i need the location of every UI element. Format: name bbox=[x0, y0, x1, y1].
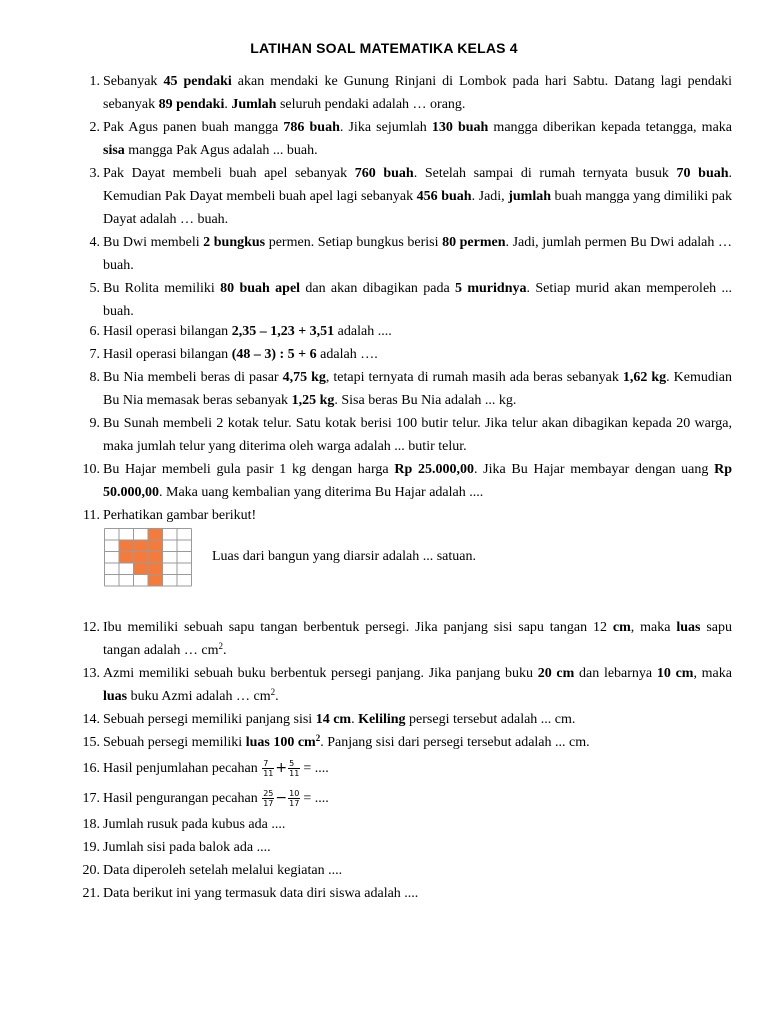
question-number: 1. bbox=[89, 74, 100, 89]
question-4 bbox=[70, 231, 732, 277]
text-run: buah mangga yang dimiliki pak Dayat adalah … buah. bbox=[103, 189, 733, 227]
question-number: 19. bbox=[82, 840, 100, 855]
text-run: permen. Setiap bungkus berisi bbox=[265, 235, 443, 250]
shaded-cell bbox=[148, 563, 163, 575]
text-run: . bbox=[275, 689, 279, 704]
shaded-cell bbox=[148, 575, 163, 587]
question-11 bbox=[70, 504, 732, 527]
text-run: Hasil operasi bilangan bbox=[103, 347, 232, 362]
text-run: persegi tersebut adalah ... cm. bbox=[405, 712, 576, 727]
fraction bbox=[288, 759, 300, 778]
question-1 bbox=[70, 70, 732, 116]
text-run: buku Azmi adalah … cm bbox=[127, 689, 271, 704]
equation-tail: = .... bbox=[303, 791, 329, 806]
text-run: seluruh pendaki adalah … orang. bbox=[276, 97, 466, 112]
text-run: . Jika sejumlah bbox=[339, 120, 432, 135]
text-run: Jumlah sisi pada balok ada .... bbox=[103, 840, 271, 855]
text-run: Data berikut ini yang termasuk data diri siswa adalah .... bbox=[103, 886, 419, 901]
text-run: Bu Nia membeli beras di pasar bbox=[103, 370, 283, 385]
page-title: LATIHAN SOAL MATEMATIKA KELAS 4 bbox=[250, 40, 518, 56]
question-text bbox=[103, 231, 732, 277]
shaded-cell bbox=[134, 540, 149, 552]
question-8 bbox=[70, 366, 732, 412]
text-run: . Setiap murid akan memperoleh ... buah. bbox=[103, 281, 732, 319]
question-number: 18. bbox=[82, 817, 100, 832]
question-number: 16. bbox=[82, 761, 100, 776]
text-run: mangga Pak Agus adalah ... buah. bbox=[124, 143, 318, 158]
bold-text: 786 buah bbox=[283, 120, 340, 135]
bold-text: luas bbox=[103, 689, 128, 704]
question-number: 11. bbox=[83, 508, 100, 523]
question-18 bbox=[70, 813, 732, 836]
text-run: . bbox=[351, 712, 359, 727]
text-run: , tetapi ternyata di rumah masih ada beras sebanyak bbox=[325, 370, 623, 385]
question-6 bbox=[70, 320, 732, 343]
fraction-numerator: 25 bbox=[263, 789, 274, 799]
text-run: Perhatikan gambar berikut! bbox=[103, 508, 257, 523]
question-text bbox=[103, 320, 732, 343]
question-text bbox=[103, 412, 732, 458]
question-text bbox=[103, 70, 732, 116]
bold-text: 80 permen bbox=[442, 235, 506, 250]
text-run: Hasil operasi bilangan bbox=[103, 324, 232, 339]
text-run: Bu Sunah membeli 2 kotak telur. Satu kotak berisi 100 butir telur. Jika telur akan dibagikan kepada 20 warga, maka jumlah telur yang diterima oleh warga adalah ... butir telur. bbox=[103, 416, 732, 454]
superscript: 2 bbox=[218, 641, 223, 651]
text-run: . Jika Bu Hajar membayar dengan uang bbox=[473, 462, 715, 477]
shaded-cell bbox=[148, 529, 163, 541]
bold-text: jumlah bbox=[508, 189, 552, 204]
bold-text: 2 bungkus bbox=[203, 235, 266, 250]
question-2 bbox=[70, 116, 732, 162]
text-run: Ibu memiliki sebuah sapu tangan berbentuk persegi. Jika panjang sisi sapu tangan 12 bbox=[103, 620, 613, 635]
fraction-numerator: 5 bbox=[288, 759, 300, 769]
question-text bbox=[103, 662, 732, 708]
question-text bbox=[103, 277, 732, 323]
text-run: Bu Hajar membeli gula pasir 1 kg dengan harga bbox=[103, 462, 395, 477]
bold-text: 760 buah bbox=[354, 166, 414, 181]
question-number: 4. bbox=[89, 235, 100, 250]
shaded-cell bbox=[134, 563, 149, 575]
bold-text: Keliling bbox=[358, 712, 406, 727]
text-run: Sebuah persegi memiliki panjang sisi bbox=[103, 712, 316, 727]
question-number: 7. bbox=[89, 347, 100, 362]
question-number: 13. bbox=[82, 666, 100, 681]
bold-text: 2,35 – 1,23 + 3,51 bbox=[231, 324, 335, 339]
math-operator: − bbox=[275, 790, 288, 806]
bold-text: 45 pendaki bbox=[163, 74, 232, 89]
question-number: 6. bbox=[89, 324, 100, 339]
question-number: 9. bbox=[89, 416, 100, 431]
fraction-denominator: 17 bbox=[289, 799, 300, 809]
question-10 bbox=[70, 458, 732, 504]
text-run: Jumlah rusuk pada kubus ada .... bbox=[103, 817, 286, 832]
shaded-cell bbox=[119, 552, 134, 564]
bold-text: 80 buah apel bbox=[220, 281, 301, 296]
question-19 bbox=[70, 836, 732, 859]
question-text bbox=[103, 757, 732, 780]
bold-text: luas bbox=[676, 620, 701, 635]
text-run: . Kemudian Pak Dayat membeli buah apel lagi sebanyak bbox=[103, 166, 733, 204]
bold-text: Rp 25.000,00 bbox=[394, 462, 474, 477]
question-number: 10. bbox=[82, 462, 100, 477]
bold-text: 14 cm bbox=[315, 712, 352, 727]
text-run: Data diperoleh setelah melalui kegiatan .... bbox=[103, 863, 343, 878]
question-number: 3. bbox=[89, 166, 100, 181]
text-run: mangga diberikan kepada tetangga, maka bbox=[488, 120, 732, 135]
shaded-grid-figure bbox=[104, 528, 192, 587]
question-number: 17. bbox=[82, 791, 100, 806]
question-number: 14. bbox=[82, 712, 100, 727]
bold-text: 10 cm bbox=[656, 666, 694, 681]
text-run: . bbox=[224, 97, 232, 112]
shaded-cell bbox=[134, 552, 149, 564]
bold-text: 1,25 kg bbox=[291, 393, 335, 408]
question-text bbox=[103, 162, 732, 231]
fraction-numerator: 10 bbox=[289, 789, 300, 799]
text-run: . bbox=[222, 643, 227, 658]
shaded-cell bbox=[148, 540, 163, 552]
text-run: dan akan dibagikan pada bbox=[300, 281, 456, 296]
question-9 bbox=[70, 412, 732, 458]
question-5 bbox=[70, 277, 732, 323]
text-run: adalah …. bbox=[316, 347, 378, 362]
text-run: dan lebarnya bbox=[574, 666, 657, 681]
question-21 bbox=[70, 882, 732, 905]
text-run: Sebuah persegi memiliki bbox=[103, 735, 246, 750]
question-text bbox=[103, 882, 732, 905]
question-13 bbox=[70, 662, 732, 708]
text-run: adalah .... bbox=[334, 324, 392, 339]
question-text bbox=[103, 787, 732, 810]
bold-text: 89 pendaki bbox=[158, 97, 225, 112]
question-text bbox=[103, 343, 732, 366]
question-text bbox=[103, 116, 732, 162]
text-run: , maka bbox=[693, 666, 732, 681]
question-number: 8. bbox=[89, 370, 100, 385]
math-operator: + bbox=[275, 760, 288, 776]
fraction-denominator: 17 bbox=[263, 799, 274, 809]
text-run: . Kemudian Bu Nia memasak beras sebanyak bbox=[103, 370, 732, 408]
question-3 bbox=[70, 162, 732, 231]
text-run: . Setelah sampai di rumah ternyata busuk bbox=[413, 166, 677, 181]
text-run: . Jadi, bbox=[471, 189, 509, 204]
text-run: . Sisa beras Bu Nia adalah ... kg. bbox=[334, 393, 517, 408]
shaded-cell bbox=[119, 540, 134, 552]
question-7 bbox=[70, 343, 732, 366]
bold-text: 4,75 kg bbox=[282, 370, 326, 385]
question-text bbox=[103, 458, 732, 504]
superscript: 2 bbox=[270, 687, 276, 697]
text-run: Azmi memiliki sebuah buku berbentuk persegi panjang. Jika panjang buku bbox=[103, 666, 538, 681]
question-number: 12. bbox=[82, 620, 100, 635]
question-text bbox=[103, 731, 732, 754]
question-text bbox=[103, 616, 732, 662]
fraction-denominator: 11 bbox=[289, 769, 300, 779]
text-run: Bu Rolita memiliki bbox=[103, 281, 221, 296]
text-run: . Jadi, jumlah permen Bu Dwi adalah … buah. bbox=[103, 235, 732, 273]
question-number: 2. bbox=[89, 120, 100, 135]
superscript: 2 bbox=[315, 733, 321, 743]
question-text bbox=[103, 504, 732, 527]
question-text bbox=[103, 708, 732, 731]
question-number: 20. bbox=[82, 863, 100, 878]
text-run: . Panjang sisi dari persegi tersebut adalah ... cm. bbox=[320, 735, 590, 750]
text-run: Pak Agus panen buah mangga bbox=[103, 120, 284, 135]
fraction bbox=[262, 789, 274, 808]
question-16 bbox=[70, 757, 732, 780]
shaded-cell bbox=[148, 552, 163, 564]
text-run: . Maka uang kembalian yang diterima Bu Hajar adalah .... bbox=[159, 485, 484, 500]
question-text bbox=[103, 859, 732, 882]
bold-text: luas 100 cm bbox=[245, 735, 316, 750]
grid-svg bbox=[104, 528, 192, 587]
question-number: 5. bbox=[89, 281, 100, 296]
fraction bbox=[262, 759, 274, 778]
bold-text: 1,62 kg bbox=[622, 370, 667, 385]
text-run: Sebanyak bbox=[103, 74, 164, 89]
question-12 bbox=[70, 616, 732, 662]
text-run: Pak Dayat membeli buah apel sebanyak bbox=[103, 166, 355, 181]
bold-text: 130 buah bbox=[431, 120, 489, 135]
question-17 bbox=[70, 787, 732, 810]
question-15 bbox=[70, 731, 732, 754]
text-run: Hasil pengurangan pecahan bbox=[103, 791, 262, 806]
bold-text: sisa bbox=[103, 143, 125, 158]
question-20 bbox=[70, 859, 732, 882]
bold-text: 5 muridnya bbox=[455, 281, 527, 296]
bold-text: 456 buah bbox=[416, 189, 472, 204]
question-text bbox=[103, 366, 732, 412]
fraction-denominator: 11 bbox=[263, 769, 274, 779]
text-run: Bu Dwi membeli bbox=[103, 235, 204, 250]
figure-caption: Luas dari bangun yang diarsir adalah ... satuan. bbox=[212, 549, 476, 564]
equation-tail: = .... bbox=[303, 761, 329, 776]
bold-text: Jumlah bbox=[231, 97, 277, 112]
question-text bbox=[103, 836, 732, 859]
bold-text: Rp 50.000,00 bbox=[103, 462, 732, 500]
bold-text: cm bbox=[612, 620, 631, 635]
bold-text: (48 – 3) : 5 + 6 bbox=[231, 347, 317, 362]
text-run: Hasil penjumlahan pecahan bbox=[103, 761, 262, 776]
text-run: akan mendaki ke Gunung Rinjani di Lombok pada hari Sabtu. Datang lagi pendaki sebanyak bbox=[103, 74, 732, 112]
question-14 bbox=[70, 708, 732, 731]
bold-text: 70 buah bbox=[676, 166, 729, 181]
fraction-numerator: 7 bbox=[262, 759, 274, 769]
bold-text: 20 cm bbox=[537, 666, 575, 681]
question-number: 21. bbox=[82, 886, 100, 901]
question-number: 15. bbox=[82, 735, 100, 750]
question-text bbox=[103, 813, 732, 836]
text-run: sapu tangan adalah … cm bbox=[103, 620, 732, 658]
text-run: , maka bbox=[630, 620, 677, 635]
fraction bbox=[288, 789, 300, 808]
